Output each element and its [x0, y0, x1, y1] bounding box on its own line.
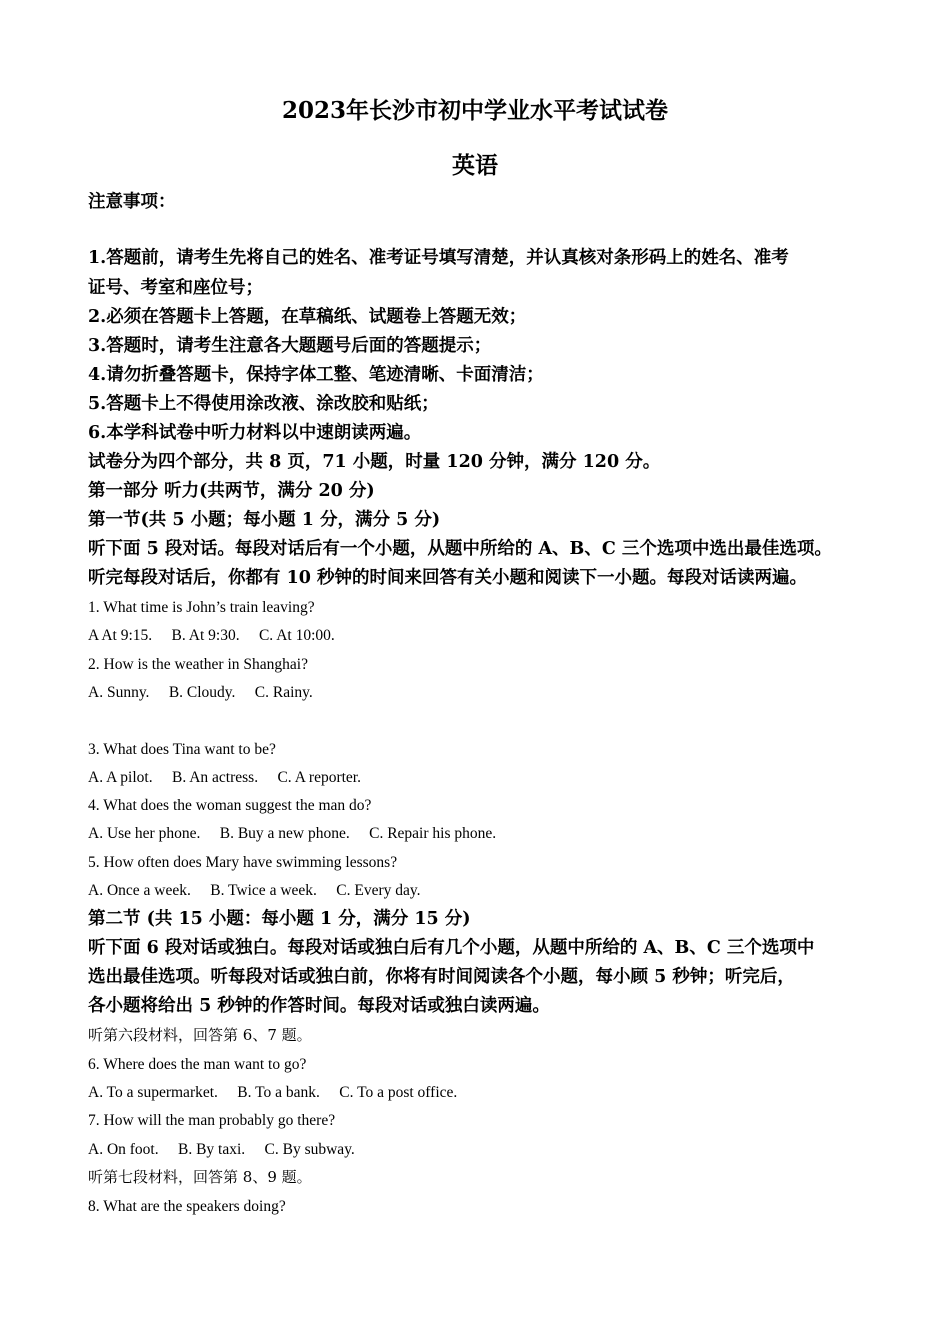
- question-text: 1. What time is John’s train leaving?: [88, 599, 315, 616]
- option: B. Cloudy.: [168, 684, 236, 701]
- section-instruction: 各小题将给出 5 秒钟的作答时间。每段对话或独白读两遍。: [88, 996, 550, 1016]
- note-item: 4.请勿折叠答题卡，保持字体工整、笔迹清晰、卡面清洁；: [88, 365, 544, 385]
- exam-title: 2023年长沙市初中学业水平考试试卷: [281, 97, 668, 124]
- note-item: 证号、考室和座位号；: [88, 278, 263, 298]
- note-item: 5.答题卡上不得使用涂改液、涂改胶和贴纸；: [88, 394, 439, 414]
- option: A. Use her phone.: [88, 825, 201, 842]
- part-heading: 第一部分 听力(共两节，满分 20 分): [88, 481, 375, 501]
- note-item: 3.答题时，请考生注意各大题题号后面的答题提示；: [88, 336, 492, 356]
- option: C. Every day.: [336, 882, 421, 899]
- option: B. Buy a new phone.: [219, 825, 350, 842]
- option: B. By taxi.: [177, 1141, 246, 1158]
- material-note: 听第六段材料，回答第 6、7 题。: [88, 1026, 312, 1044]
- material-note: 听第七段材料，回答第 8、9 题。: [88, 1168, 312, 1186]
- exam-summary: 试卷分为四个部分，共 8 页，71 小题，时量 120 分钟，满分 120 分。: [88, 452, 661, 472]
- option: A At 9:15.: [88, 627, 153, 644]
- section-instruction: 听下面 6 段对话或独白。每段对话或独白后有几个小题，从题中所给的 A、B、C 三个选项中: [88, 938, 815, 958]
- option: C. Repair his phone.: [369, 825, 497, 842]
- question-text: 4. What does the woman suggest the man do?: [88, 797, 372, 814]
- question-options: [88, 685, 313, 701]
- question-text: 8. What are the speakers doing?: [88, 1198, 286, 1215]
- option: C. By subway.: [264, 1141, 355, 1158]
- question-text: 2. How is the weather in Shanghai?: [88, 656, 308, 673]
- question-text: 3. What does Tina want to be?: [88, 741, 276, 758]
- option: C. To a post office.: [339, 1084, 458, 1101]
- section-instruction: 听下面 5 段对话。每段对话后有一个小题，从题中所给的 A、B、C 三个选项中选出最佳选项。: [88, 539, 832, 559]
- option: C. At 10:00.: [258, 627, 335, 644]
- section-heading: 第一节(共 5 小题；每小题 1 分，满分 5 分): [88, 510, 441, 530]
- question-options: [88, 826, 496, 842]
- question-text: 7. How will the man probably go there?: [88, 1112, 336, 1129]
- question-options: [88, 883, 421, 899]
- note-item: 1.答题前，请考生先将自己的姓名、准考证号填写清楚，并认真核对条形码上的姓名、准考: [88, 248, 789, 268]
- option: C. Rainy.: [254, 684, 313, 701]
- option: B. Twice a week.: [210, 882, 317, 899]
- option: A. A pilot.: [88, 769, 153, 786]
- option: C. A reporter.: [277, 769, 361, 786]
- section-instruction: 听完每段对话后，你都有 10 秒钟的时间来回答有关小题和阅读下一小题。每段对话读两遍。: [88, 568, 808, 588]
- option: A. Once a week.: [88, 882, 191, 899]
- notes-heading: 注意事项：: [88, 192, 176, 212]
- section-instruction: 选出最佳选项。听每段对话或独白前，你将有时间阅读各个小题，每小顾 5 秒钟；听完后，: [88, 967, 795, 987]
- section-heading: 第二节 (共 15 小题：每小题 1 分，满分 15 分): [88, 909, 471, 929]
- note-item: 2.必须在答题卡上答题，在草稿纸、试题卷上答题无效；: [88, 307, 527, 327]
- option: B. To a bank.: [237, 1084, 320, 1101]
- option: A. To a supermarket.: [88, 1084, 218, 1101]
- question-text: 6. Where does the man want to go?: [88, 1056, 307, 1073]
- question-options: [88, 1142, 355, 1158]
- option: B. At 9:30.: [171, 627, 240, 644]
- subject-title: 英语: [452, 152, 498, 179]
- option: B. An actress.: [171, 769, 259, 786]
- option: A. On foot.: [88, 1141, 159, 1158]
- question-options: [88, 1085, 457, 1101]
- question-text: 5. How often does Mary have swimming lessons?: [88, 854, 398, 871]
- note-item: 6.本学科试卷中听力材料以中速朗读两遍。: [88, 423, 422, 443]
- option: A. Sunny.: [88, 684, 150, 701]
- question-options: [88, 628, 335, 644]
- question-options: [88, 770, 361, 786]
